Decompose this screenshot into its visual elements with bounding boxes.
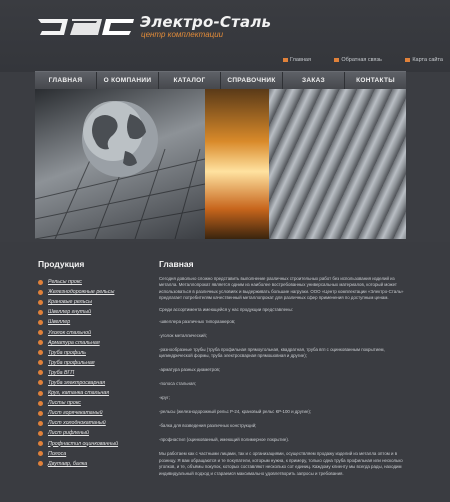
assortment-item: -швеллера различных типоразмеров; [159, 319, 236, 325]
product-label: Труба электросварная [48, 379, 106, 386]
bullet-icon [38, 360, 43, 365]
closing-paragraph: Мы работаем как с частными лицами, так и с организациями, осуществляем продажу изделий из металла оптом и в розницу. Я вам обращаются и те покупатели, которым нужна, к примеру, только одна труба профильная или несколько уголков, и те, объёмы покупок, которых составляют несколько сот единиц. Каждому клиенту мы всегда рады, находим индивидуальный подход и стараемся максимально удовлетворить запросы и требования. [159, 451, 403, 476]
top-link-label: Главная [290, 57, 311, 63]
bullet-icon [38, 380, 43, 385]
product-label: Лист холоднокатаный [48, 420, 106, 427]
hero-banner [35, 89, 406, 239]
top-link-label: Обратная связь [341, 57, 382, 63]
bullet-icon [38, 411, 43, 416]
product-label: Уголок стальной [48, 329, 92, 336]
product-link[interactable] [38, 317, 150, 327]
product-label: Круг, катанка стальная [48, 390, 110, 397]
top-link-feedback[interactable] [334, 57, 382, 63]
product-link[interactable] [38, 439, 150, 449]
nav-item-contacts[interactable]: КОНТАКТЫ [356, 77, 395, 84]
nav-item-about[interactable]: О КОМПАНИИ [97, 72, 159, 89]
mail-icon [334, 58, 339, 62]
page-title: Главная [159, 259, 194, 269]
assortment-item: -арматура разных диаметров; [159, 367, 221, 373]
product-link[interactable] [38, 287, 150, 297]
main-nav [35, 71, 406, 89]
banner-globe-image [35, 89, 205, 239]
bullet-icon [38, 421, 43, 426]
assortment-item: -полоса стальная; [159, 381, 197, 387]
top-link-sitemap[interactable] [405, 57, 443, 63]
product-link[interactable] [38, 408, 150, 418]
product-label: Листы прокс [48, 400, 81, 407]
product-link[interactable] [38, 277, 150, 287]
product-link[interactable] [38, 338, 150, 348]
product-list [38, 277, 150, 469]
top-links [283, 57, 443, 63]
brand-name[interactable]: Электро-Сталь [140, 13, 272, 31]
product-label: Труба профильная [48, 359, 95, 366]
sidebar-title: Продукция [38, 259, 85, 269]
product-label: Швеллер [48, 319, 71, 326]
product-label: Крановые рельсы [48, 299, 92, 306]
bullet-icon [38, 310, 43, 315]
nav-item-home[interactable]: ГЛАВНАЯ [35, 72, 97, 89]
product-label: Лист рифленый [48, 430, 90, 437]
company-logo-icon[interactable] [38, 16, 134, 38]
assortment-item: -разнообразные трубы (труба профильная прямоугольная, квадратная, труба вгп с оцинкованным покрытием, цилиндрической формы, труба электросварная прямошовная и другие); [159, 347, 385, 359]
assortment-item: -рельсы (железнодорожный рельс Р-24, крановый рельс КР-100 и другие); [159, 409, 312, 415]
top-link-label: Карта сайта [412, 57, 443, 63]
bullet-icon [38, 441, 43, 446]
bullet-icon [38, 320, 43, 325]
product-link[interactable] [38, 428, 150, 438]
bullet-icon [38, 340, 43, 345]
nav-item-order[interactable]: ЗАКАЗ [283, 72, 345, 89]
product-label: Труба профиль [48, 349, 86, 356]
sitemap-icon [405, 58, 410, 62]
site-header [0, 0, 450, 72]
assortment-item: -профнастил (оцинкованный, имеющий полимерное покрытие). [159, 437, 290, 443]
assortment-item: -круг; [159, 395, 170, 401]
product-link[interactable] [38, 368, 150, 378]
product-link[interactable] [38, 398, 150, 408]
product-label: Профнастил оцинкованный [48, 440, 119, 447]
top-link-home[interactable] [283, 57, 311, 63]
brand-tagline: центр комплектации [141, 30, 224, 39]
intro-paragraph: Сегодня довольно сложно представить выполнение различных строительных работ без использования изделий из металла. Металлопрокат является одним из наиболее востребованных универсальных материалов, который может использоваться в различных условиях и выдерживать большие нагрузки. ООО «Центр комплектации «Электро-Сталь» предлагает потребителям качественный металлопрокат для различных сфер применения по доступным ценам. [159, 276, 404, 301]
bullet-icon [38, 300, 43, 305]
product-link[interactable] [38, 358, 150, 368]
product-link[interactable] [38, 388, 150, 398]
assortment-intro: Среди ассортимента имеющейся у нас продукции представлены: [159, 307, 293, 313]
product-label: Двутавр, балка [48, 460, 88, 467]
product-label: Швеллер гнутый [48, 309, 92, 316]
product-label: Рельсы прокс [48, 279, 82, 286]
product-link[interactable] [38, 418, 150, 428]
product-link[interactable] [38, 307, 150, 317]
product-link[interactable] [38, 449, 150, 459]
assortment-item: -уголок металлический; [159, 333, 207, 339]
product-label: Полоса [48, 450, 67, 457]
assortment-item: -балка для возведения различных конструкций; [159, 423, 257, 429]
product-link[interactable] [38, 327, 150, 337]
product-label: Труба ВГП [48, 369, 75, 376]
bullet-icon [38, 330, 43, 335]
bullet-icon [38, 350, 43, 355]
product-label: Железнодорожные рельсы [48, 289, 115, 296]
bullet-icon [38, 280, 43, 285]
nav-item-reference[interactable]: СПРАВОЧНИК [221, 72, 283, 89]
home-icon [283, 58, 288, 62]
product-link[interactable] [38, 297, 150, 307]
product-label: Лист горячекатаный [48, 410, 103, 417]
main-content [159, 259, 409, 483]
bullet-icon [38, 451, 43, 456]
bullet-icon [38, 401, 43, 406]
bullet-icon [38, 370, 43, 375]
bullet-icon [38, 461, 43, 466]
product-link[interactable] [38, 378, 150, 388]
bullet-icon [38, 391, 43, 396]
nav-item-catalog[interactable]: КАТАЛОГ [159, 72, 221, 89]
bullet-icon [38, 290, 43, 295]
banner-pipes-image [269, 89, 406, 239]
product-sidebar [38, 259, 150, 469]
bullet-icon [38, 431, 43, 436]
product-label: Арматура стальная [48, 339, 100, 346]
product-link[interactable] [38, 348, 150, 358]
product-link[interactable] [38, 459, 150, 469]
banner-molten-steel-image [205, 89, 269, 239]
